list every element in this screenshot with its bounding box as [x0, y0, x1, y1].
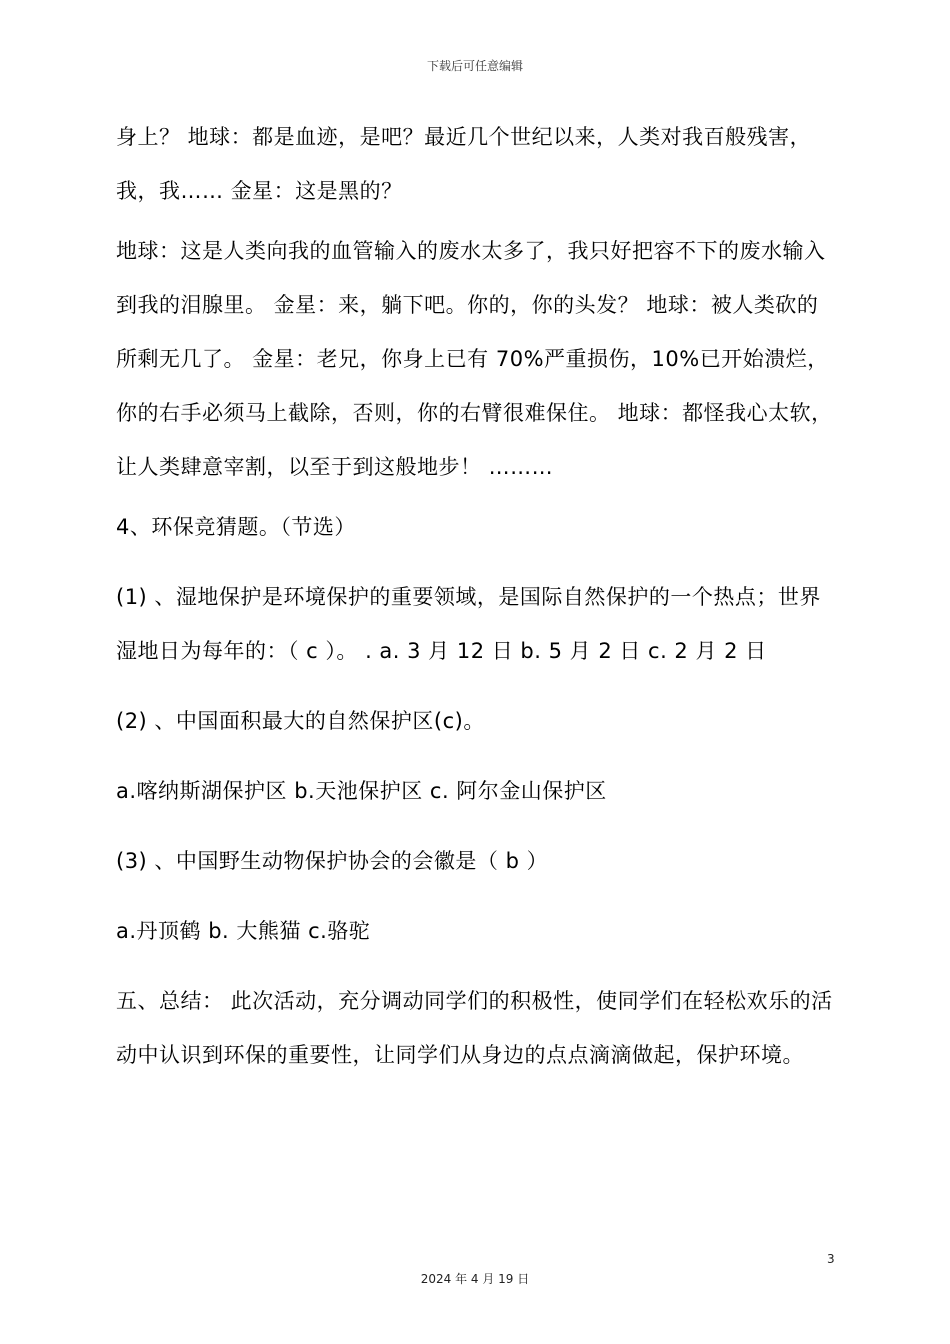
- page-header: 下载后可任意编辑: [426, 59, 523, 73]
- paragraph-dialogue-2: 地球：这是人类向我的血管输入的废水太多了，我只好把容不下的废水输入到我的泪腺里。 金星：来，躺下吧。你的，你的头发？ 地球：被人类砍的所剩无几了。 金星：老兄，你身上已有 70%严重损伤，10%已开始溃烂，你的右手必须马上截除，否则，你的右臂很难保住。 地球：都怪我心太软，让人类肆意宰割，以至于到这般地步！ ………: [116, 239, 833, 479]
- section-heading-quiz: 4、环保竞猜题。（节选）: [116, 515, 356, 539]
- quiz-options-2: a.喀纳斯湖保护区 b.天池保护区 c. 阿尔金山保护区: [116, 779, 607, 803]
- page-number: 3: [827, 1252, 835, 1266]
- paragraph-dialogue-1: 身上？ 地球：都是血迹，是吧？最近几个世纪以来，人类对我百般残害，我，我…… 金星：这是黑的？: [116, 125, 812, 203]
- quiz-options-3: a.丹顶鹤 b. 大熊猫 c.骆驼: [116, 919, 371, 943]
- quiz-question-1: (1) 、湿地保护是环境保护的重要领域，是国际自然保护的一个热点；世界湿地日为每年的：（ c ）。 . a. 3 月 12 日 b. 5 月 2 日 c. 2 月 2 日: [116, 585, 821, 663]
- quiz-question-2: (2) 、中国面积最大的自然保护区(c)。: [116, 709, 485, 733]
- document-body: [116, 110, 836, 1082]
- summary-paragraph: 五、总结： 此次活动，充分调动同学们的积极性，使同学们在轻松欢乐的活动中认识到环保的重要性，让同学们从身边的点点滴滴做起，保护环境。: [116, 989, 833, 1067]
- quiz-question-3: (3) 、中国野生动物保护协会的会徽是（ b ）: [116, 849, 549, 873]
- footer-date: 2024 年 4 月 19 日: [420, 1272, 530, 1286]
